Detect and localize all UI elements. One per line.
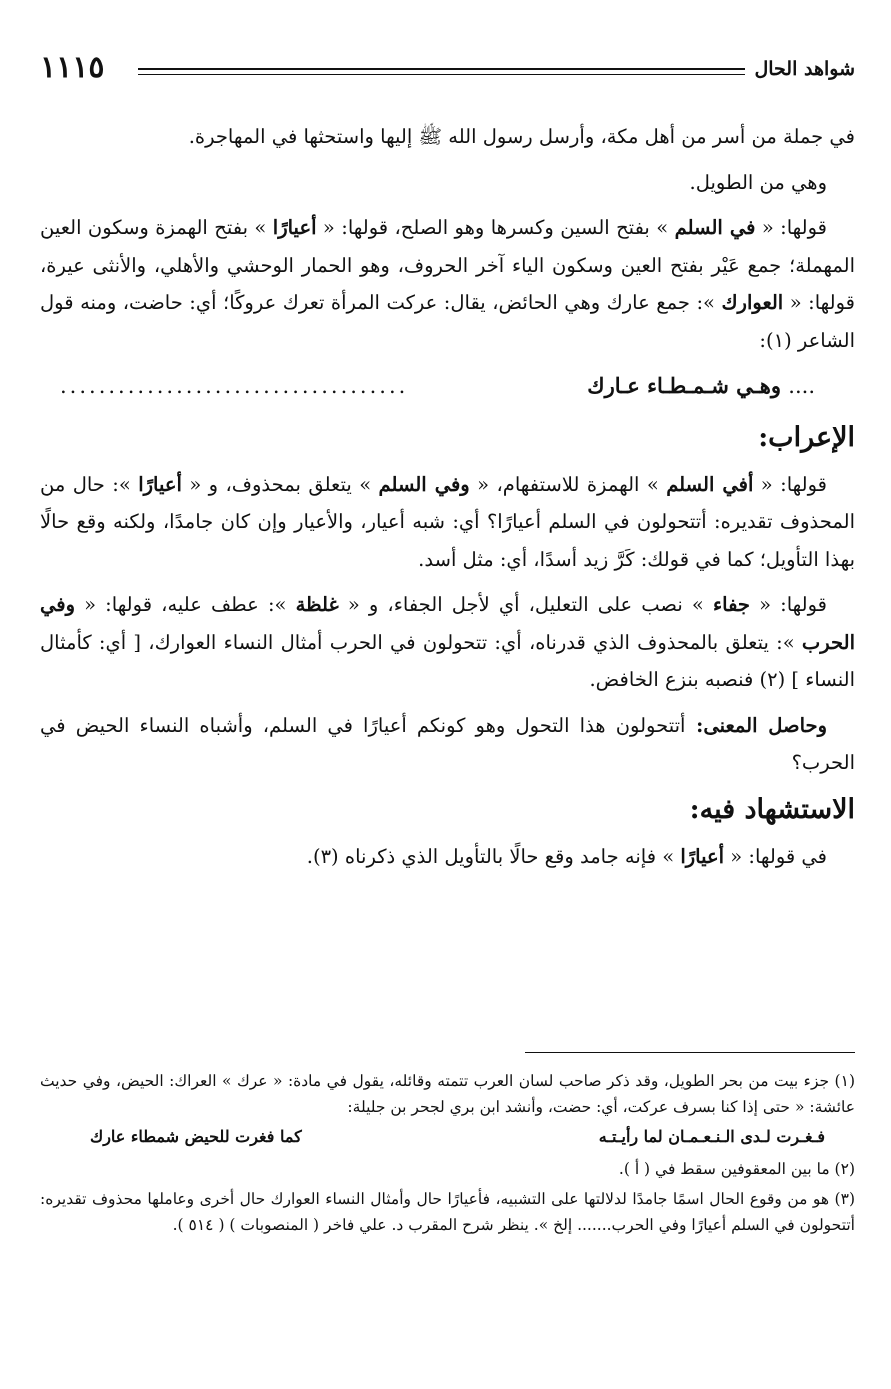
header-rule — [138, 68, 745, 75]
footnote-verse — [90, 1124, 825, 1150]
main-text — [40, 118, 855, 883]
footnote-verse-left: كما فغرت للحيض شمطاء عارك — [90, 1127, 302, 1146]
footnote-3: (٣) هو من وقوع الحال اسمًا جامدًا لدلالتها على التشبيه، فأعيارًا حال وأمثال النساء العوارك حال أخرى وعاملها محذوف تقديره: أتتحولون في السلم أعيارًا وفي الحرب....... إلخ ». ينظر شرح المقرب د. علي فاخر ( المنصوبات ) ( ٥١٤ ). — [40, 1190, 855, 1234]
verse-line — [60, 367, 815, 406]
paragraph-3: قولها: « في السلم » بفتح السين وكسرها وهو الصلح، قولها: « أعيارًا » بفتح الهمزة وسكون العين المهملة؛ جمع عَيْر بفتح العين وسكون الياء آخر الحروف، وهو الحمار الوحشي والأهلي، والأنثى عيرة، قولها: « العوارك »: جمع عارك وهي الحائض، يقال: عركت المرأة تعرك عروكًا؛ أي: حاضت، ومنه قول الشاعر (١): — [40, 216, 855, 352]
footnote-verse-right: فـغـرت لـدى الـنـعـمـان لما رأيـتـه — [598, 1127, 825, 1146]
paragraph-5: قولها: « جفاء » نصب على التعليل، أي لأجل الجفاء، و « غلظة »: عطف عليه، قولها: « وفي الحرب »: يتعلق بالمحذوف الذي قدرناه، أي: تتحولون في الحرب أمثال النساء العوارك، [ أي: كأمثال النساء ] (٢) فنصبه بنزع الخافض. — [40, 593, 855, 691]
footnote-rule — [525, 1052, 855, 1053]
footnote-2: (٢) ما بين المعقوفين سقط في ( أ ). — [618, 1160, 855, 1178]
paragraph-6: وحاصل المعنى: أتتحولون هذا التحول وهو كونكم أعيارًا في السلم، وأشباه النساء الحيض في الحرب؟ — [40, 713, 855, 774]
footnote-1: (١) جزء بيت من بحر الطويل، وقد ذكر صاحب لسان العرب تتمته وقائله، يقول في مادة: « عرك » العراك: الحيض، وفي حديث عائشة: « حتى إذا كنا بسرف عركت، أي: حضت، وأنشد ابن بري لجحر بن جليلة: — [40, 1072, 855, 1116]
footnotes — [40, 1068, 855, 1242]
paragraph-2: وهي من الطويل. — [689, 170, 827, 194]
paragraph-4: قولها: « أفي السلم » الهمزة للاستفهام، « وفي السلم » يتعلق بمحذوف، و « أعيارًا »: حال من المحذوف تقديره: أتتحولون في السلم أعيارًا؟ أي: شبه أعيار، والأعيار وإن كان جامدًا، ولكنه وقع حالًا بهذا التأويل؛ كما في قولك: كَرَّ زيد أسدًا، أي: مثل أسد. — [40, 472, 855, 571]
paragraph-1: في جملة من أسر من أهل مكة، وأرسل رسول الله ﷺ إليها واستحثها في المهاجرة. — [188, 125, 855, 148]
page-header — [40, 50, 855, 98]
paragraph-7: في قولها: « أعيارًا » فإنه جامد وقع حالًا بالتأويل الذي ذكرناه (٣). — [306, 844, 827, 868]
verse-dots: .................................... — [60, 374, 409, 398]
running-title: شواهد الحال — [754, 58, 855, 80]
page-number: ١١١٥ — [40, 50, 105, 85]
section-heading-istishhad: الاستشهاد فيه: — [689, 793, 855, 825]
verse-hemistich: .... وهـي شـمـطـاء عـارك — [587, 373, 815, 398]
section-heading-irab: الإعراب: — [758, 421, 855, 453]
